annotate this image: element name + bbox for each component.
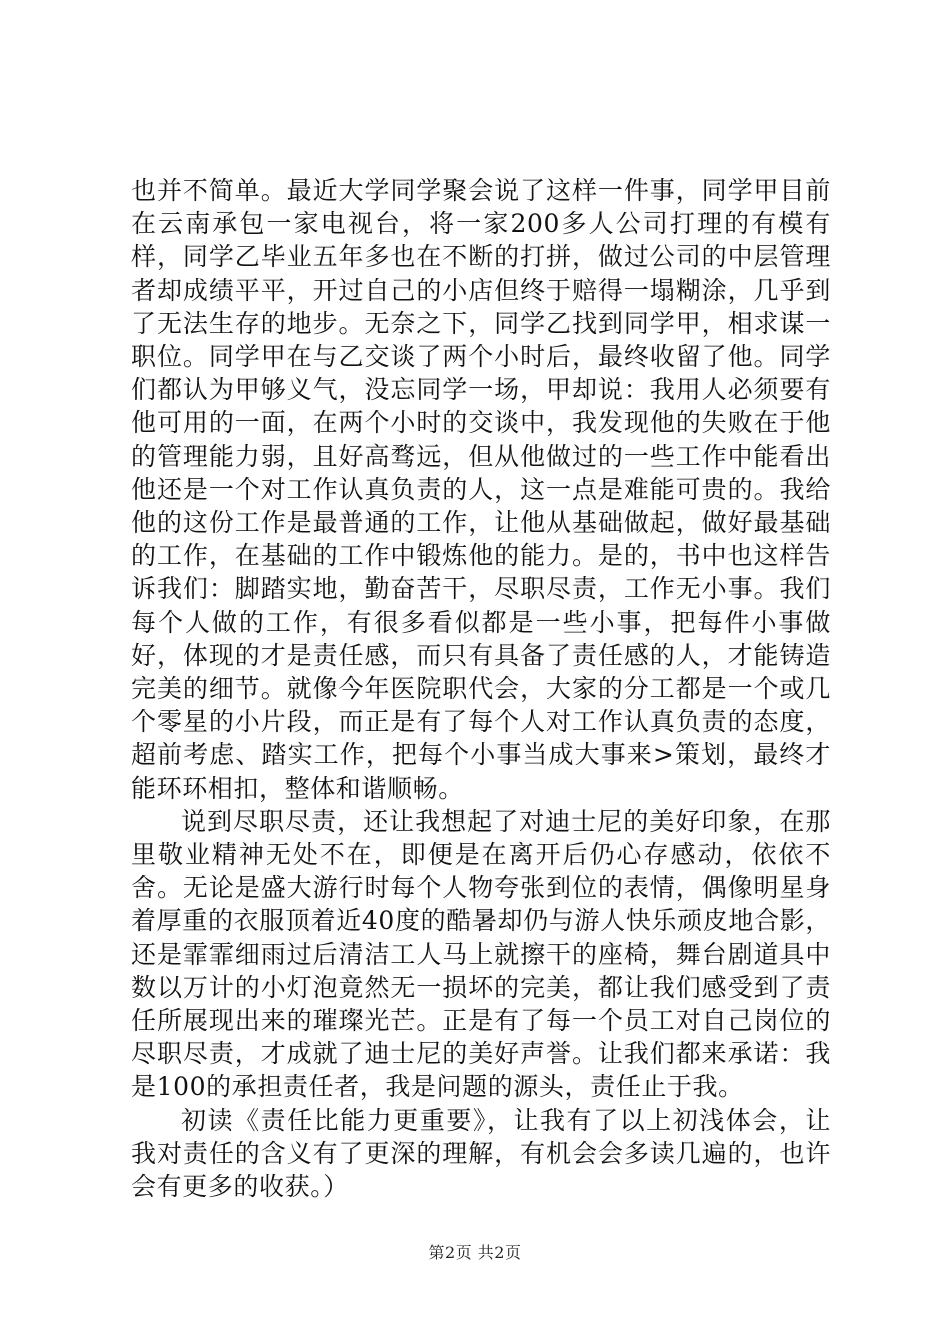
document-body bbox=[131, 174, 831, 1203]
paragraph-2: 说到尽职尽责，还让我想起了对迪士尼的美好印象，在那里敬业精神无处不在，即便是在离开后仍心存感动，依依不舍。无论是盛大游行时每个人物夸张到位的表情，偶像明星身着厚重的衣服顶着近40度的酷暑却仍与游人快乐顽皮地合影，还是霏霏细雨过后清洁工人马上就擦干的座椅，舞台剧道具中数以万计的小灯泡竟然无一损坏的完美，都让我们感受到了责任所展现出来的璀璨光芒。正是有了每一个员工对自己岗位的尽职尽责，才成就了迪士尼的美好声誉。让我们都来承诺：我是100的承担责任者，我是问题的源头，责任止于我。 bbox=[131, 806, 831, 1102]
paragraph-1: 也并不简单。最近大学同学聚会说了这样一件事，同学甲目前在云南承包一家电视台，将一家200多人公司打理的有模有样，同学乙毕业五年多也在不断的打拼，做过公司的中层管理者却成绩平平，开过自己的小店但终于赔得一塌糊涂，几乎到了无法生存的地步。无奈之下，同学乙找到同学甲，相求谋一职位。同学甲在与乙交谈了两个小时后，最终收留了他。同学们都认为甲够义气，没忘同学一场，甲却说：我用人必须要有他可用的一面，在两个小时的交谈中，我发现他的失败在于他的管理能力弱，且好高骛远，但从他做过的一些工作中能看出他还是一个对工作认真负责的人，这一点是难能可贵的。我给他的这份工作是最普通的工作，让他从基础做起，做好最基础的工作，在基础的工作中锻炼他的能力。是的，书中也这样告诉我们：脚踏实地，勤奋苦干，尽职尽责，工作无小事。我们每个人做的工作，有很多看似都是一些小事，把每件小事做好，体现的才是责任感，而只有具备了责任感的人，才能铸造完美的细节。就像今年医院职代会，大家的分工都是一个或几个零星的小片段，而正是有了每个人对工作认真负责的态度，超前考虑、踏实工作，把每个小事当成大事来>策划，最终才能环环相扣，整体和谐顺畅。 bbox=[131, 176, 831, 803]
paragraph-3: 初读《责任比能力更重要》，让我有了以上初浅体会，让我对责任的含义有了更深的理解，有机会会多读几遍的，也许会有更多的收获。） bbox=[131, 1105, 831, 1202]
page-footer: 第2页 共2页 bbox=[428, 1243, 522, 1262]
